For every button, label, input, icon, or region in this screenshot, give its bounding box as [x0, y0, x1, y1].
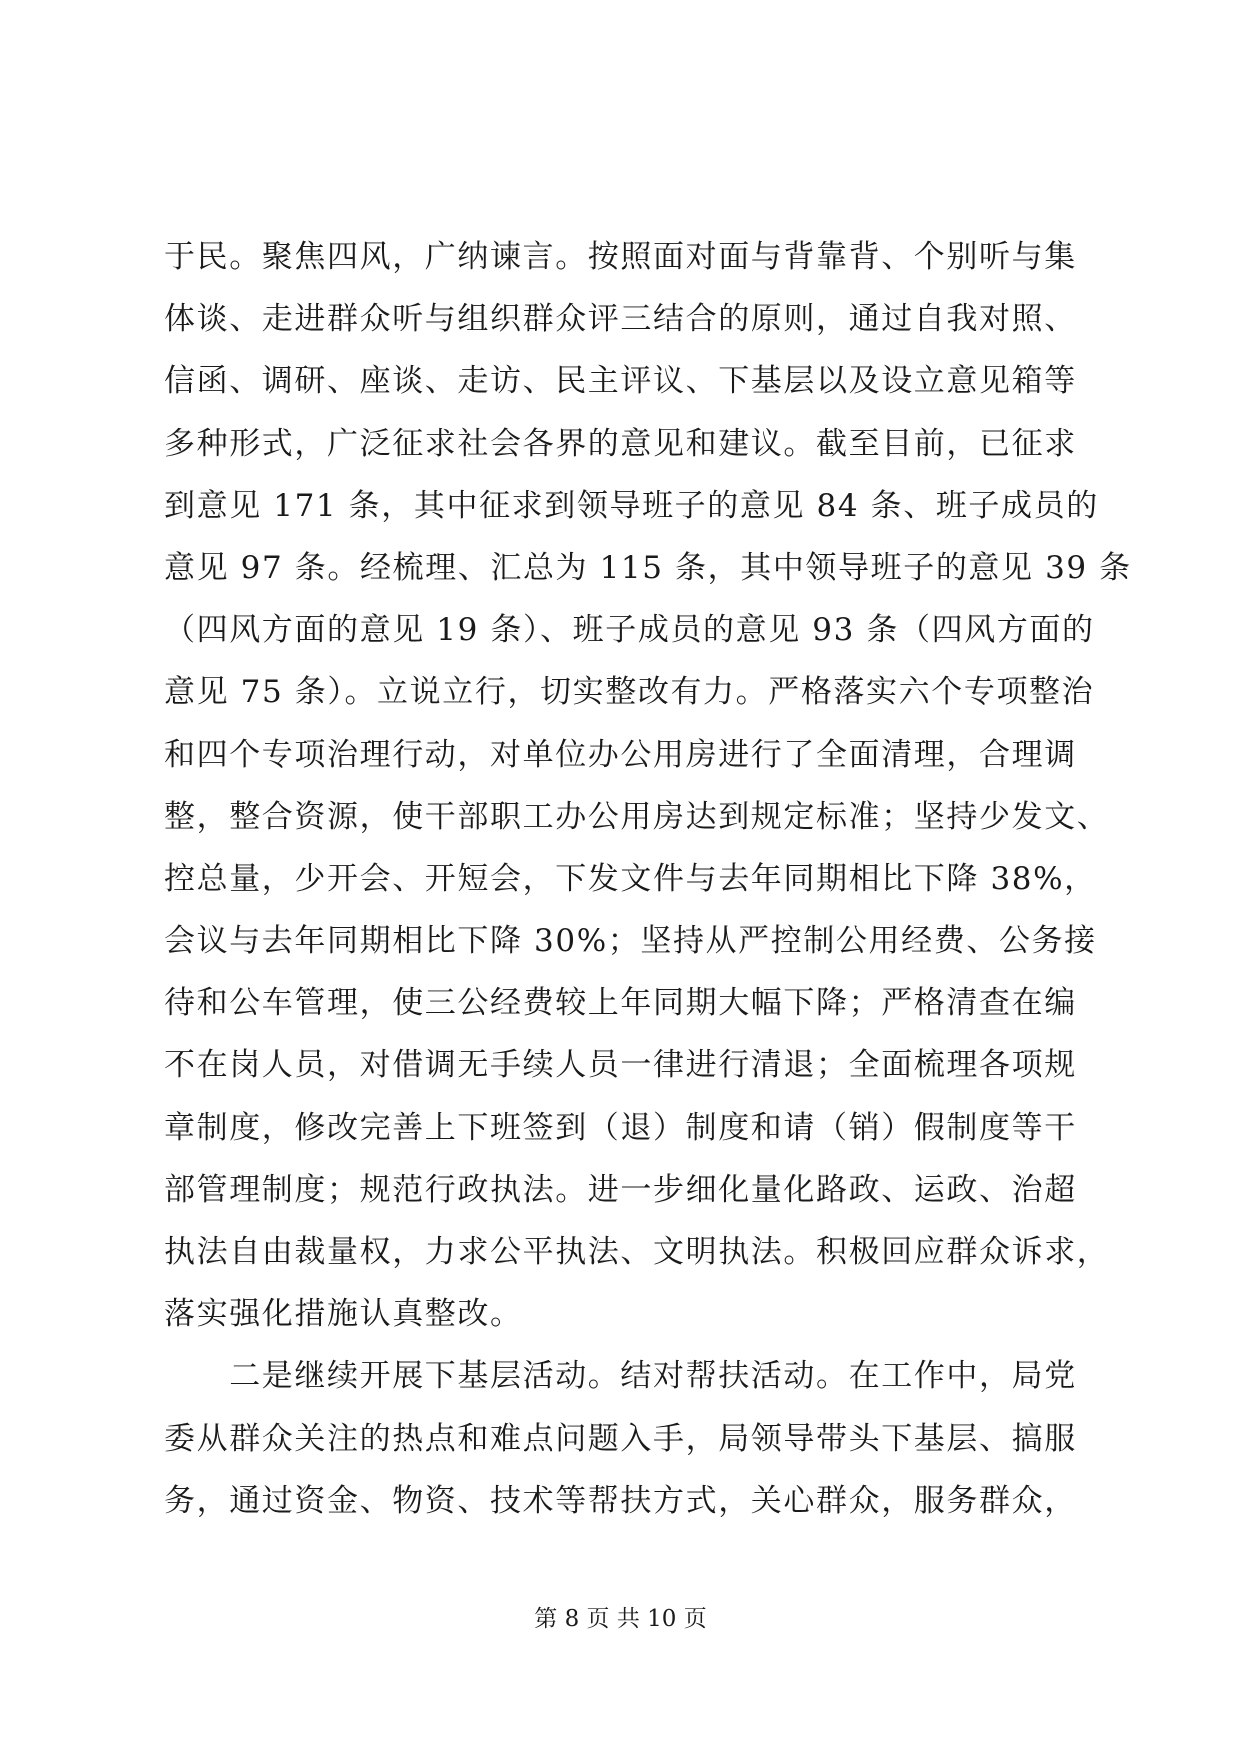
text-line-5: 到意见 171 条，其中征求到领导班子的意见 84 条、班子成员的	[164, 487, 1099, 524]
text-line-16: 部管理制度；规范行政执法。进一步细化量化路政、运政、治超	[164, 1171, 1077, 1208]
text-line-9: 和四个专项治理行动，对单位办公用房进行了全面清理，合理调	[164, 736, 1077, 773]
text-line-21: 务，通过资金、物资、技术等帮扶方式，关心群众，服务群众，	[164, 1482, 1077, 1519]
page-number-footer: 第 8 页 共 10 页	[534, 1606, 707, 1632]
body-text	[164, 226, 1132, 1532]
text-line-17: 执法自由裁量权，力求公平执法、文明执法。积极回应群众诉求，	[164, 1234, 1110, 1270]
text-line-14: 不在岗人员，对借调无手续人员一律进行清退；全面梳理各项规	[164, 1047, 1077, 1084]
text-line-7: （四风方面的意见 19 条）、班子成员的意见 93 条（四风方面的	[164, 612, 1095, 649]
text-line-6: 意见 97 条。经梳理、汇总为 115 条，其中领导班子的意见 39 条	[164, 549, 1132, 586]
text-line-10: 整，整合资源，使干部职工办公用房达到规定标准；坚持少发文、	[164, 798, 1110, 835]
text-line-3: 信函、调研、座谈、走访、民主评议、下基层以及设立意见箱等	[164, 363, 1077, 400]
text-line-4: 多种形式，广泛征求社会各界的意见和建议。截至目前，已征求	[164, 425, 1077, 462]
text-line-15: 章制度，修改完善上下班签到（退）制度和请（销）假制度等干	[164, 1109, 1077, 1146]
text-line-13: 待和公车管理，使三公经费较上年同期大幅下降；严格清查在编	[164, 985, 1077, 1022]
text-line-1: 于民。聚焦四风，广纳谏言。按照面对面与背靠背、个别听与集	[164, 239, 1077, 275]
text-line-11: 控总量，少开会、开短会，下发文件与去年同期相比下降 38%，	[164, 860, 1097, 897]
text-line-12: 会议与去年同期相比下降 30%；坚持从严控制公用经费、公务接	[164, 923, 1097, 960]
text-line-2: 体谈、走进群众听与组织群众评三结合的原则，通过自我对照、	[164, 301, 1077, 338]
text-line-8: 意见 75 条）。立说立行，切实整改有力。严格落实六个专项整治	[164, 674, 1095, 711]
text-line-19: 二是继续开展下基层活动。结对帮扶活动。在工作中，局党	[164, 1358, 1077, 1395]
text-line-18: 落实强化措施认真整改。	[164, 1296, 523, 1333]
text-line-20: 委从群众关注的热点和难点问题入手，局领导带头下基层、搞服	[164, 1420, 1077, 1457]
